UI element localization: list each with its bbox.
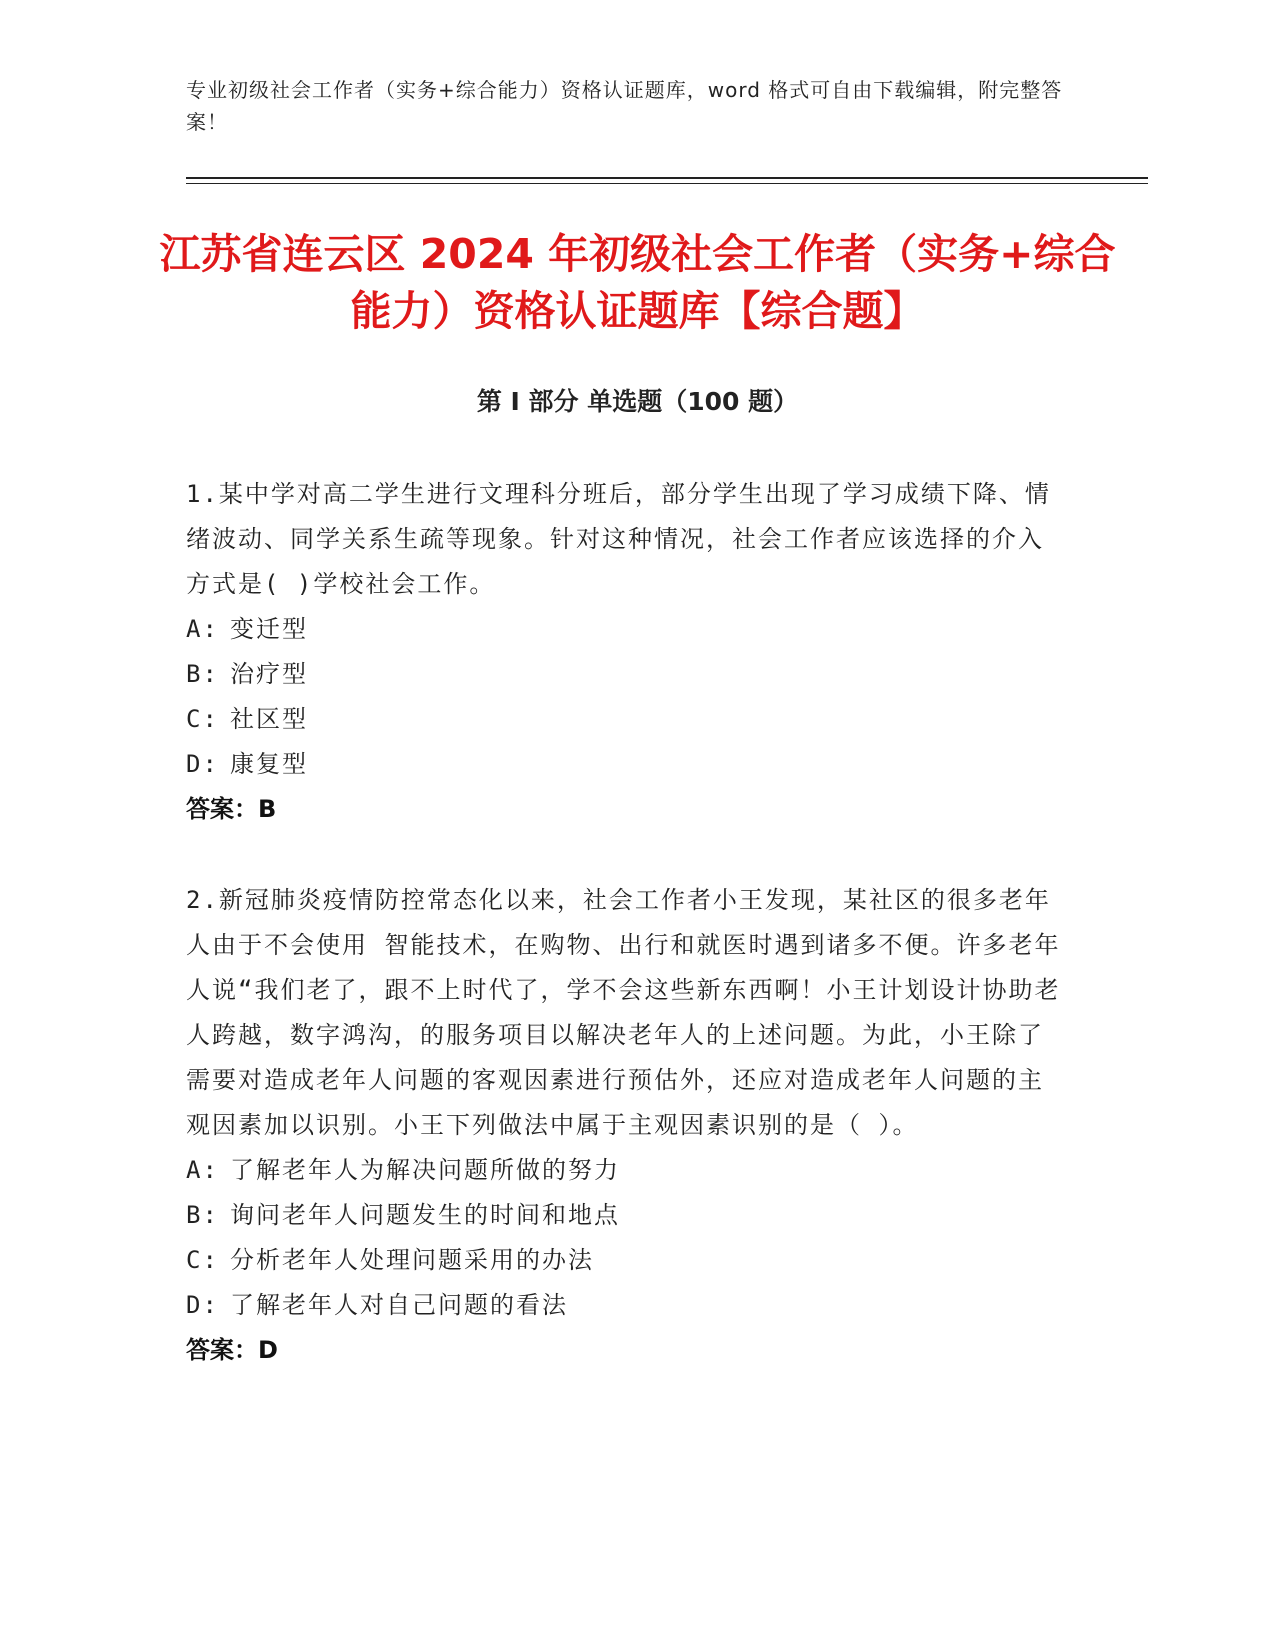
option-text: 了解老年人为解决问题所做的努力 xyxy=(230,1156,620,1184)
option-key: B: xyxy=(186,1201,219,1229)
question-2-stem: 2.新冠肺炎疫情防控常态化以来，社会工作者小王发现，某社区的很多老年人由于不会使用 智能技术，在购物、出行和就医时遇到诸多不便。许多老年人说“我们老了，跟不上时代了，学不会这些新东西啊！小王计划设计协助老人跨越，数字鸿沟，的服务项目以解决老年人的上述问题。为此，小王除了需要对造成老年人问题的客观因素进行预估外，还应对造成老年人问题的主观因素加以识别。小王下列做法中属于主观因素识别的是（ ）。 xyxy=(186,886,1061,1139)
question-1 xyxy=(186,472,1066,832)
question-2-answer: 答案：D xyxy=(186,1336,278,1364)
question-1-option-c xyxy=(186,697,1066,742)
header-rule-thick xyxy=(186,177,1148,179)
question-1-stem: 1.某中学对高二学生进行文理科分班后，部分学生出现了学习成绩下降、情绪波动、同学关系生疏等现象。针对这种情况，社会工作者应该选择的介入方式是( )学校社会工作。 xyxy=(186,480,1051,598)
option-text: 了解老年人对自己问题的看法 xyxy=(230,1291,568,1319)
option-key: A: xyxy=(186,1156,219,1184)
option-text: 社区型 xyxy=(230,705,308,733)
question-1-option-d xyxy=(186,742,1066,787)
question-2-option-a xyxy=(186,1148,1066,1193)
header-note: 专业初级社会工作者（实务+综合能力）资格认证题库，word 格式可自由下载编辑，附完整答案！ xyxy=(186,78,1063,134)
option-text: 分析老年人处理问题采用的办法 xyxy=(230,1246,594,1274)
header-rule-thin xyxy=(186,183,1148,184)
question-2-option-d xyxy=(186,1283,1066,1328)
option-key: D: xyxy=(186,750,219,778)
option-text: 询问老年人问题发生的时间和地点 xyxy=(230,1201,620,1229)
question-2-option-c xyxy=(186,1238,1066,1283)
option-text: 治疗型 xyxy=(230,660,308,688)
option-key: A: xyxy=(186,615,219,643)
option-key: B: xyxy=(186,660,219,688)
option-key: C: xyxy=(186,1246,219,1274)
document-title: 江苏省连云区 2024 年初级社会工作者（实务+综合能力）资格认证题库【综合题】 xyxy=(159,230,1116,335)
option-key: C: xyxy=(186,705,219,733)
option-text: 变迁型 xyxy=(230,615,308,643)
question-1-option-a xyxy=(186,607,1066,652)
option-key: D: xyxy=(186,1291,219,1319)
section-heading: 第 I 部分 单选题（100 题） xyxy=(476,387,799,416)
option-text: 康复型 xyxy=(230,750,308,778)
question-1-answer: 答案：B xyxy=(186,795,277,823)
question-1-option-b xyxy=(186,652,1066,697)
question-2 xyxy=(186,878,1066,1373)
question-2-option-b xyxy=(186,1193,1066,1238)
